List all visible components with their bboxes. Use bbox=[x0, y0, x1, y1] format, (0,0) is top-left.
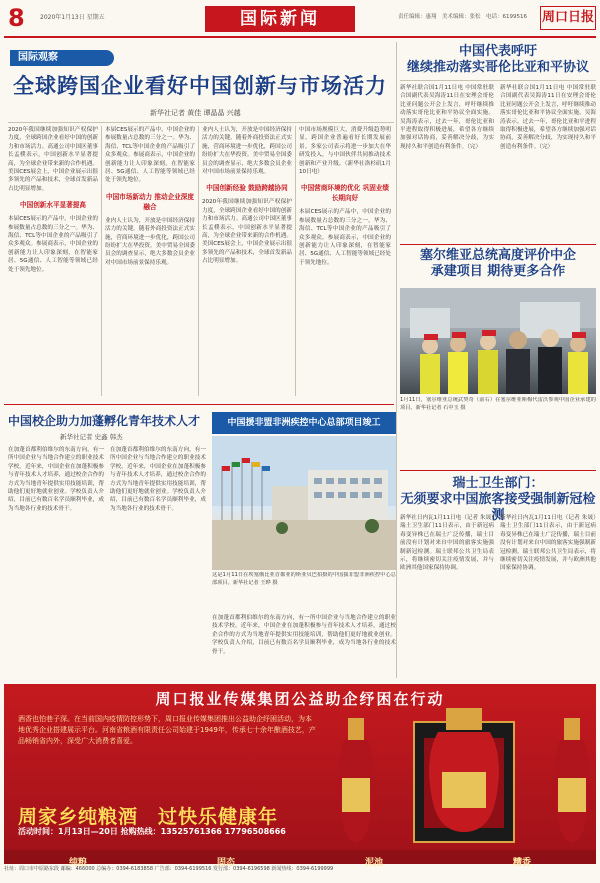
page-footer: 社址：周口市中原路东段 邮编：466000 总编办：0394-6183858 广告部：0394-6199516 发行部：0394-6196598 新闻热线：0394-6199999 bbox=[4, 866, 334, 872]
feature-column-1: 2020年我国继续加强知识产权保护力度，全球跨国企业看好中国的创新力和市场活力。高通公司中国区董事长孟樸表示，中国创新水平显著提高，为全球企业带来新的合作机遇。美国CES展会上，中国企业展示出很多领先的产品和技术，全球首发新品占比明显增加。 中国创新水平显著提高 本届CES展示的产品中，中国企业的参展数量占总数的三分之一。华为、海信、TCL等中国企业的产品吸引了众多观众。参展商表示，中国企业的创新能力让人印象深刻，在智能家居、5G通信、人工智能等领域已经处于领先地位。 bbox=[8, 127, 98, 273]
ad-feature-bar bbox=[4, 850, 596, 868]
ad-feature-2: 固态 bbox=[216, 858, 235, 868]
column-divider bbox=[101, 126, 102, 396]
school-byline: 新华社记者 史鑫 韩杰 bbox=[60, 433, 123, 441]
header-rule bbox=[4, 36, 596, 38]
ad-feature-3: 泥池 bbox=[364, 858, 383, 868]
school-column-1: 在加蓬首都利伯维尔的东南方向，有一所中国企业与当地合作建立的职业技术学校。近年来，中国企业在加蓬积极参与青年技术人才培养，通过校企合作的方式为当地青年提供实用技能培训，帮助他们更好地就业创业。学校负责人介绍，目前已有数百名学员顺利毕业，成为当地各行业的技术骨干。 bbox=[8, 447, 104, 512]
right-top-column-2: 新华社联合国1月11日电 中国常驻联合国副代表吴海涛11日在安理会哥伦比亚问题公开会上发言，呼吁继续推动落实哥伦比亚和平协议全面实施。吴海涛表示，过去一年，哥伦比亚和平进程取得积极进展，希望各方继续加强对话协商，妥善解决分歧，为实现持久和平创造有利条件。（完） bbox=[500, 85, 596, 150]
divider bbox=[400, 244, 596, 245]
right-headline-1: 中国代表呼吁 继续推动落实哥伦比亚和平协议 bbox=[406, 44, 589, 75]
news-photo-africa-cdc bbox=[212, 436, 396, 570]
school-headline: 中国校企助力加蓬孵化青年技术人才 bbox=[8, 414, 201, 428]
divider bbox=[8, 122, 394, 123]
crowd-illustration bbox=[400, 288, 596, 394]
page-header bbox=[0, 0, 600, 36]
section-divider bbox=[396, 42, 397, 678]
right-top-column-1: 新华社联合国1月11日电 中国常驻联合国副代表吴海涛11日在安理会哥伦比亚问题公开会上发言，呼吁继续推动落实哥伦比亚和平协议全面实施。吴海涛表示，过去一年，哥伦比亚和平进程取得积极进展，希望各方继续加强对话协商，妥善解决分歧，为实现持久和平创造有利条件。（完） bbox=[400, 85, 494, 150]
feature-column-3: 业内人士认为，开放是中国经济保持活力的关键。随着外商投资法正式实施，营商环境进一步优化，跨国公司纷纷扩大在华投资。美中贸易全国委员会的调查显示，绝大多数会员企业对中国市场前景保持乐观。 中国创新经验 鼓励跨越协同 2020年我国继续加强知识产权保护力度，全球跨国企业看好中国的创新力和市场活力。高通公司中国区董事长孟樸表示，中国创新水平显著提高，为全球企业带来新的合作机遇。美国CES展会上，中国企业展示出很多领先的产品和技术，全球首发新品占比明显增加。 bbox=[202, 127, 292, 265]
divider bbox=[4, 404, 394, 405]
feature-column-4: 中国市场规模巨大，消费升级趋势明显，跨国企业普遍看好长期发展前景。多家公司表示将进一步加大在华研发投入，与中国伙伴共同推动技术创新和产业升级。（新华社洛杉矶1月10日电） 中国营商环境的优化 巩固业绩长期向好 本届CES展示的产品中，中国企业的参展数量占总数的三分之一。华为、海信、TCL等中国企业的产品吸引了众多观众。参展商表示，中国企业的创新能力让人印象深刻，在智能家居、5G通信、人工智能等领域已经处于领先地位。 bbox=[299, 127, 391, 266]
ad-title: 周口报业传媒集团公益助企纾困在行动 bbox=[155, 690, 445, 708]
feature-headline: 全球跨国企业看好中国创新与市场活力 bbox=[13, 74, 387, 98]
liquor-bottles-image bbox=[334, 708, 596, 846]
feature-column-2: 本届CES展示的产品中，中国企业的参展数量占总数的三分之一。华为、海信、TCL等中国企业的产品吸引了众多观众。参展商表示，中国企业的创新能力让人印象深刻，在智能家居、5G通信、人工智能等领域已经处于领先地位。 中国市场新动力 推动企业深度融合 业内人士认为，开放是中国经济保持活力的关键。随着外商投资法正式实施，营商环境进一步优化，跨国公司纷纷扩大在华投资。美中贸易全国委员会的调查显示，绝大多数会员企业对中国市场前景保持乐观。 bbox=[105, 127, 195, 266]
news-photo-serbia bbox=[400, 288, 596, 394]
feature-subhead-3: 中国创新经验 鼓励跨越协同 bbox=[206, 184, 288, 193]
ad-body: 酒香也怕巷子深。在当前国内疫情防控形势下，周口报业传媒集团推出公益助企纾困活动，为本地优秀企业搭建展示平台。河南省粮酒有限责任公司始建于1949年，传承七十余年酿酒技艺，产品畅销省内外，深受广大消费者喜爱。 bbox=[18, 715, 316, 745]
page-number: 8 bbox=[8, 4, 25, 32]
photo-caption-africa-cdc: 这是1月11日在埃塞俄比亚首都亚的斯亚贝巴拍摄的中国援非盟非洲疾控中心总部项目。新华社记者 王晔 摄 bbox=[212, 572, 396, 586]
column-tag: 国际观察 bbox=[10, 50, 114, 66]
feature-subhead-1: 中国创新水平显著提高 bbox=[20, 201, 86, 210]
right-headline-2: 塞尔维亚总统高度评价中企 承建项目 期待更多合作 bbox=[419, 248, 576, 279]
photo-banner: 中国援非盟非洲疾控中心总部项目竣工 bbox=[212, 412, 396, 434]
school-column-3: 在加蓬首都利伯维尔的东南方向，有一所中国企业与当地合作建立的职业技术学校。近年来，中国企业在加蓬积极参与青年技术人才培养，通过校企合作的方式为当地青年提供实用技能培训，帮助他们更好地就业创业。学校负责人介绍，目前已有数百名学员顺利毕业，成为当地各行业的技术骨干。 bbox=[212, 615, 396, 655]
divider bbox=[400, 470, 596, 471]
right-headline-3: 瑞士卫生部门： 无须要求中国旅客接受强制新冠检测 bbox=[400, 476, 596, 523]
feature-subhead-2: 中国市场新动力 推动企业深度融合 bbox=[105, 192, 194, 211]
ad-slogan: 周家乡纯粮酒 过快乐健康年 bbox=[18, 806, 279, 828]
building-illustration bbox=[212, 436, 396, 570]
feature-byline: 新华社记者 黄佳 谭晶晶 兴越 bbox=[150, 109, 241, 117]
ad-feature-4: 糟香 bbox=[512, 858, 531, 868]
column-divider bbox=[295, 126, 296, 396]
right-bottom-column-2: 新华社日内瓦1月11日电（记者 朱晟）瑞士卫生部门11日表示，由于新冠病毒变异株已在瑞士广泛传播，瑞士目前没有计划对来自中国的旅客实施强制新冠检测。瑞士联邦公共卫生局表示，将继续密切关注疫情发展，并与欧洲其他国家保持协调。 bbox=[500, 515, 596, 572]
right-bottom-column-1: 新华社日内瓦1月11日电（记者 朱晟）瑞士卫生部门11日表示，由于新冠病毒变异株已在瑞士广泛传播，瑞士目前没有计划对来自中国的旅客实施强制新冠检测。瑞士联邦公共卫生局表示，将继续密切关注疫情发展，并与欧洲其他国家保持协调。 bbox=[400, 515, 494, 572]
photo-caption-serbia: 1月11日，塞尔维亚总统武契奇（前右）在塞尔维亚斯梅代雷沃参观中国企业承建的项目。新华社记者 石中玉 摄 bbox=[400, 397, 596, 411]
divider bbox=[400, 80, 596, 81]
section-title: 国际新闻 bbox=[205, 6, 355, 32]
advertisement bbox=[4, 684, 596, 850]
newspaper-logo: 周口日报 bbox=[540, 6, 596, 30]
editor-info: 责任编辑：惠翔 美术编辑：张松 电话：6199516 bbox=[398, 14, 527, 20]
ad-feature-1: 纯粮 bbox=[68, 858, 87, 868]
column-divider bbox=[198, 126, 199, 396]
issue-date: 2020年1月13日 星期五 bbox=[40, 14, 105, 21]
feature-subhead-4: 中国营商环境的优化 巩固业绩长期向好 bbox=[300, 184, 389, 203]
ad-hotline: 活动时间：1月13日—20日 抢购热线：13525761366 17796508666 bbox=[18, 827, 286, 836]
school-column-2: 在加蓬首都利伯维尔的东南方向，有一所中国企业与当地合作建立的职业技术学校。近年来，中国企业在加蓬积极参与青年技术人才培养，通过校企合作的方式为当地青年提供实用技能培训，帮助他们更好地就业创业。学校负责人介绍，目前已有数百名学员顺利毕业，成为当地各行业的技术骨干。 bbox=[110, 447, 206, 512]
